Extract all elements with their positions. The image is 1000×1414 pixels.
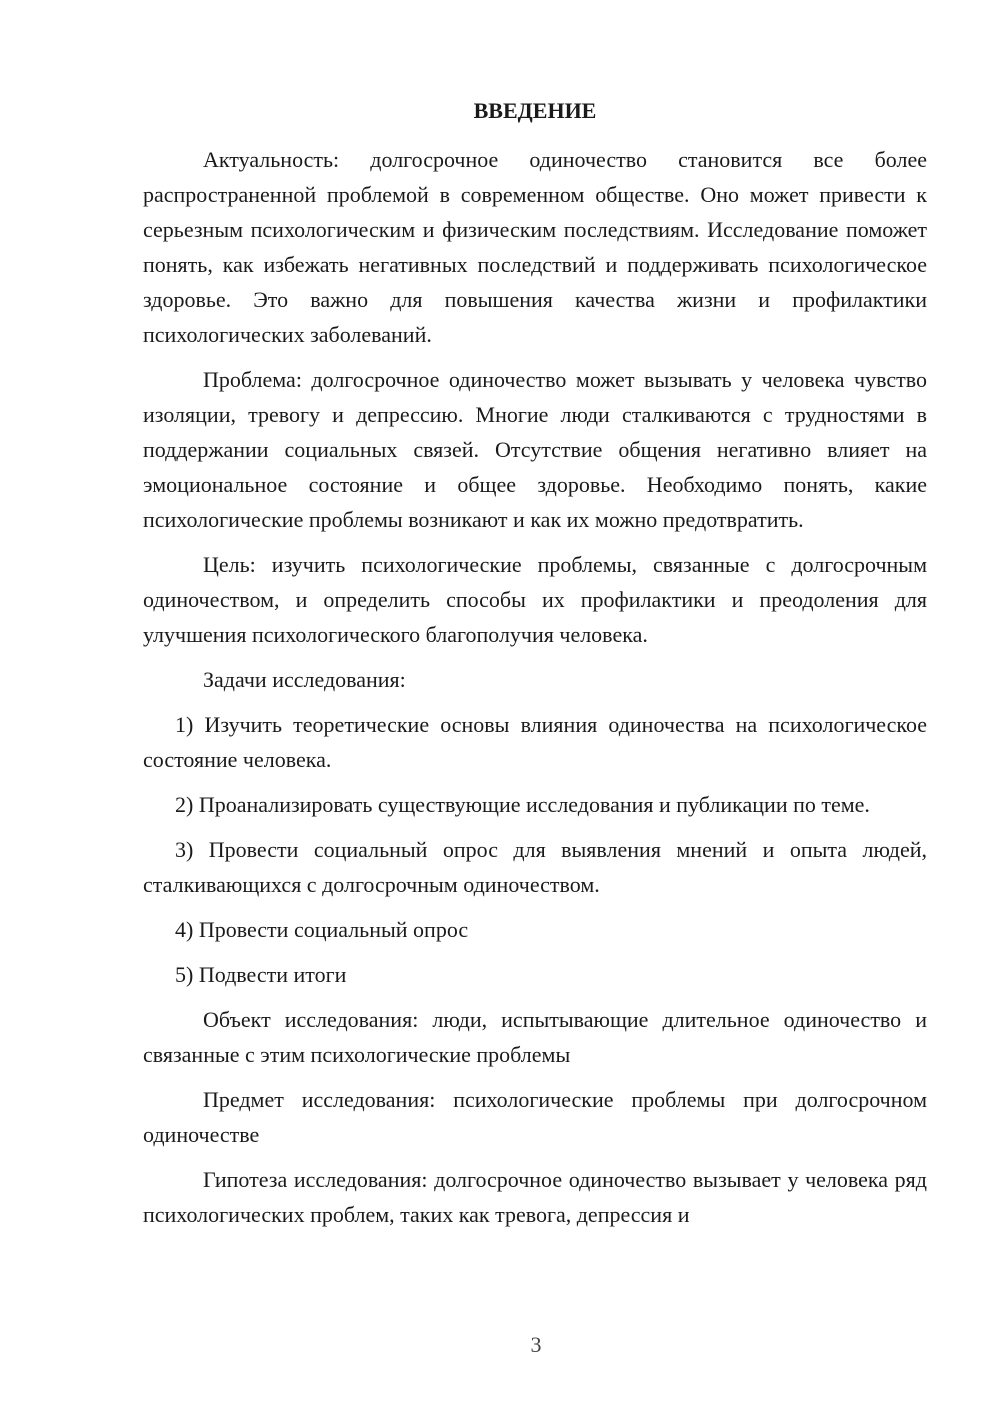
task-item-4: 4) Провести социальный опрос bbox=[175, 917, 469, 942]
task-item-3: 3) Провести социальный опрос для выявления мнений и опыта людей, сталкивающихся с долгосрочным одиночеством. bbox=[143, 837, 927, 897]
goal-paragraph: Цель: изучить психологические проблемы, связанные с долгосрочным одиночеством, и определить способы их профилактики и преодоления для улучшения психологического благополучия человека. bbox=[143, 552, 927, 647]
page-content bbox=[143, 93, 927, 1232]
section-title: ВВЕДЕНИЕ bbox=[473, 98, 597, 123]
relevance-paragraph: Актуальность: долгосрочное одиночество становится все более распространенной проблемой в современном обществе. Оно может привести к серьезным психологическим и физическим последствиям. Исследование поможет понять, как избежать негативных последствий и поддерживать психологическое здоровье. Это важно для повышения качества жизни и профилактики психологических заболеваний. bbox=[143, 147, 927, 347]
page-number: 3 bbox=[530, 1332, 542, 1357]
task-item-1: 1) Изучить теоретические основы влияния одиночества на психологическое состояние человека. bbox=[143, 712, 927, 772]
object-paragraph: Объект исследования: люди, испытывающие длительное одиночество и связанные с этим психологические проблемы bbox=[143, 1007, 927, 1067]
task-item-5: 5) Подвести итоги bbox=[175, 962, 347, 987]
hypothesis-paragraph: Гипотеза исследования: долгосрочное одиночество вызывает у человека ряд психологических проблем, таких как тревога, депрессия и bbox=[143, 1167, 927, 1227]
problem-paragraph: Проблема: долгосрочное одиночество может вызывать у человека чувство изоляции, тревогу и депрессию. Многие люди сталкиваются с трудностями в поддержании социальных связей. Отсутствие общения негативно влияет на эмоциональное состояние и общее здоровье. Необходимо понять, какие психологические проблемы возникают и как их можно предотвратить. bbox=[143, 367, 927, 532]
tasks-heading: Задачи исследования: bbox=[203, 667, 406, 692]
subject-paragraph: Предмет исследования: психологические проблемы при долгосрочном одиночестве bbox=[143, 1087, 927, 1147]
task-item-2: 2) Проанализировать существующие исследования и публикации по теме. bbox=[175, 792, 870, 817]
